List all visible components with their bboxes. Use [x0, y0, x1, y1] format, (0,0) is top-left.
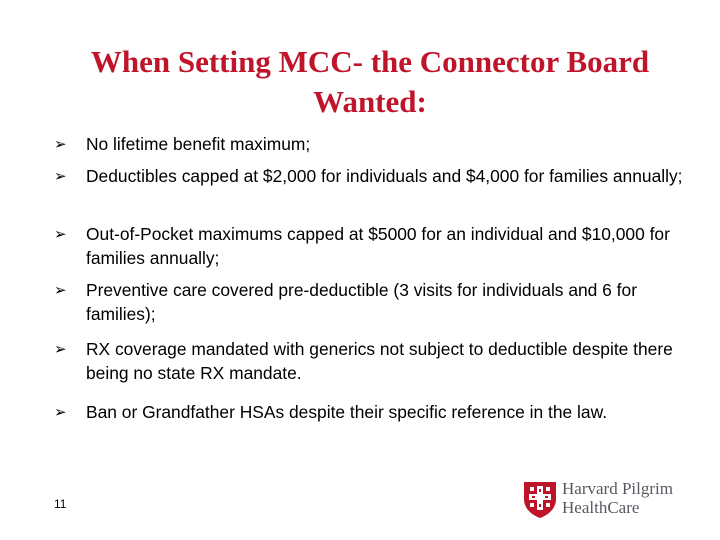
bullet-item: [54, 222, 694, 270]
bullet-text: Deductibles capped at $2,000 for individuals and $4,000 for families annually;: [86, 166, 683, 186]
logo-line-1: Harvard Pilgrim: [562, 479, 673, 498]
bullet-item: [54, 278, 694, 326]
arrow-bullet-icon: ➢: [54, 135, 67, 153]
logo-mark-icon: [522, 479, 558, 519]
arrow-bullet-icon: ➢: [54, 281, 67, 299]
arrow-bullet-icon: ➢: [54, 403, 67, 421]
logo-wordmark: [562, 479, 673, 517]
slide-number: 11: [54, 497, 67, 511]
bullet-item: [54, 164, 694, 188]
harvard-pilgrim-logo: [522, 477, 692, 521]
bullet-text: RX coverage mandated with generics not subject to deductible despite there being no state RX mandate.: [86, 339, 673, 383]
bullet-item: [54, 132, 694, 156]
bullet-text: Out-of-Pocket maximums capped at $5000 for an individual and $10,000 for families annually;: [86, 224, 670, 268]
bullet-text: Preventive care covered pre-deductible (3 visits for individuals and 6 for families);: [86, 280, 637, 324]
bullet-item: [54, 337, 694, 385]
slide-title-line-2: Wanted:: [313, 84, 427, 119]
bullet-text: No lifetime benefit maximum;: [86, 134, 311, 154]
logo-line-2: HealthCare: [562, 498, 640, 517]
bullet-item: [54, 400, 694, 424]
slide-title-line-1: When Setting MCC- the Connector Board: [90, 44, 650, 79]
arrow-bullet-icon: ➢: [54, 167, 67, 185]
arrow-bullet-icon: ➢: [54, 225, 67, 243]
arrow-bullet-icon: ➢: [54, 340, 67, 358]
bullet-text: Ban or Grandfather HSAs despite their specific reference in the law.: [86, 402, 608, 422]
